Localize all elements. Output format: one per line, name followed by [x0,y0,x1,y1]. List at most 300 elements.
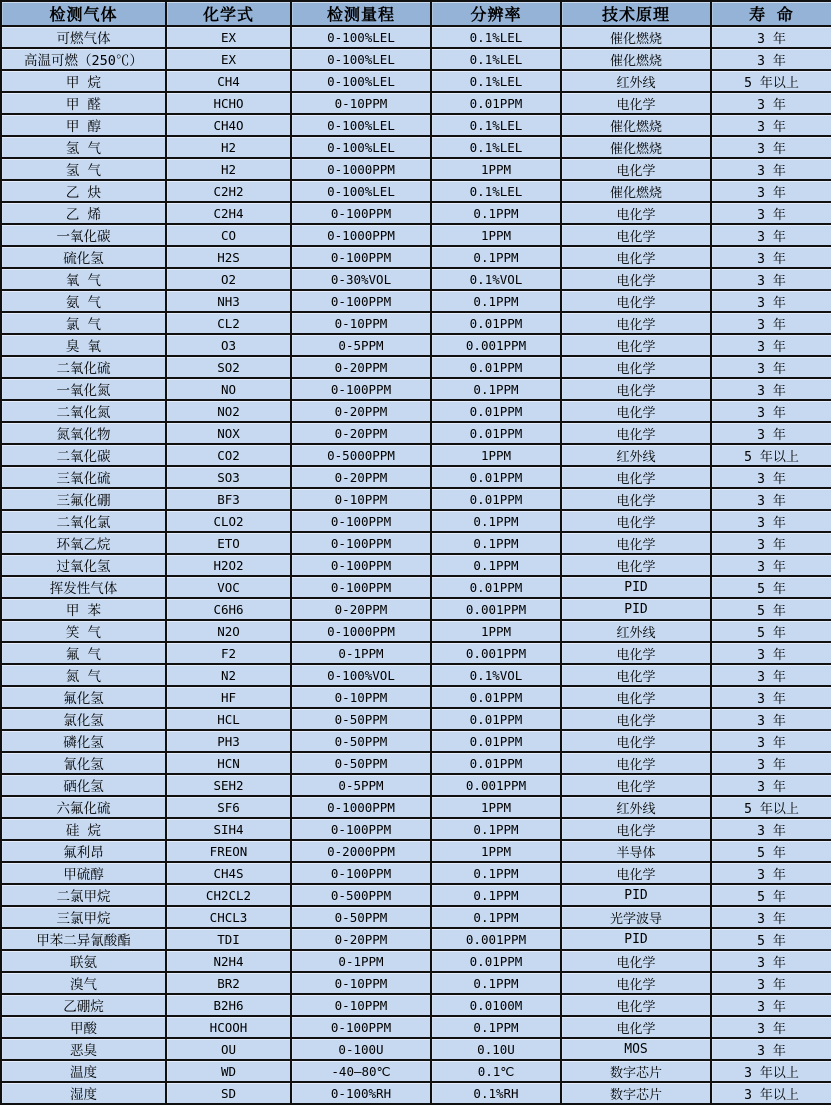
cell-resolution: 0.01PPM [431,488,561,510]
cell-chemical-formula: H2 [166,136,291,158]
cell-lifespan: 3 年 [711,752,831,774]
cell-gas-name: 氟 气 [1,642,166,664]
cell-lifespan: 3 年 [711,950,831,972]
cell-technology: 电化学 [561,466,711,488]
cell-gas-name: 氮 气 [1,664,166,686]
cell-chemical-formula: EX [166,26,291,48]
cell-detection-range: 0-10PPM [291,972,431,994]
cell-gas-name: 氨 气 [1,290,166,312]
cell-technology: MOS [561,1038,711,1060]
cell-detection-range: 0-100%LEL [291,114,431,136]
cell-detection-range: 0-500PPM [291,884,431,906]
cell-resolution: 0.1PPM [431,290,561,312]
cell-technology: 电化学 [561,532,711,554]
cell-chemical-formula: VOC [166,576,291,598]
cell-gas-name: 过氧化氢 [1,554,166,576]
cell-resolution: 0.01PPM [431,356,561,378]
column-header-technology: 技术原理 [561,1,711,26]
cell-technology: 电化学 [561,92,711,114]
cell-resolution: 0.1PPM [431,906,561,928]
cell-lifespan: 3 年 [711,1016,831,1038]
cell-gas-name: 二氧化氮 [1,400,166,422]
cell-resolution: 0.1PPM [431,532,561,554]
cell-gas-name: 恶臭 [1,1038,166,1060]
cell-gas-name: 氟利昂 [1,840,166,862]
cell-lifespan: 3 年 [711,994,831,1016]
cell-resolution: 0.1PPM [431,378,561,400]
table-row [1,796,831,818]
cell-technology: 催化燃烧 [561,26,711,48]
cell-chemical-formula: NH3 [166,290,291,312]
cell-gas-name: 乙 烯 [1,202,166,224]
cell-detection-range: 0-20PPM [291,422,431,444]
cell-technology: 红外线 [561,796,711,818]
cell-lifespan: 3 年 [711,1038,831,1060]
cell-detection-range: 0-2000PPM [291,840,431,862]
cell-lifespan: 5 年 [711,884,831,906]
cell-resolution: 1PPM [431,444,561,466]
table-row [1,48,831,70]
cell-gas-name: 三氯甲烷 [1,906,166,928]
cell-technology: 催化燃烧 [561,136,711,158]
cell-technology: 电化学 [561,1016,711,1038]
cell-detection-range: 0-1000PPM [291,796,431,818]
cell-gas-name: 硅 烷 [1,818,166,840]
cell-lifespan: 3 年 [711,356,831,378]
cell-chemical-formula: N2O [166,620,291,642]
cell-resolution: 0.1PPM [431,554,561,576]
table-body [1,26,831,1104]
cell-lifespan: 3 年 [711,532,831,554]
cell-lifespan: 5 年以上 [711,796,831,818]
cell-detection-range: 0-5PPM [291,774,431,796]
cell-gas-name: 二氧化硫 [1,356,166,378]
cell-chemical-formula: CL2 [166,312,291,334]
cell-lifespan: 3 年 [711,774,831,796]
cell-resolution: 0.01PPM [431,576,561,598]
cell-technology: 电化学 [561,642,711,664]
cell-technology: 红外线 [561,444,711,466]
column-header-chemical-formula: 化学式 [166,1,291,26]
cell-detection-range: 0-100PPM [291,378,431,400]
cell-detection-range: 0-100PPM [291,818,431,840]
cell-detection-range: 0-10PPM [291,994,431,1016]
table-row [1,598,831,620]
cell-technology: 电化学 [561,268,711,290]
cell-chemical-formula: F2 [166,642,291,664]
cell-lifespan: 3 年 [711,422,831,444]
cell-detection-range: 0-20PPM [291,466,431,488]
cell-gas-name: 甲 醛 [1,92,166,114]
cell-resolution: 0.1%LEL [431,70,561,92]
cell-chemical-formula: TDI [166,928,291,950]
cell-chemical-formula: CHCL3 [166,906,291,928]
cell-chemical-formula: N2 [166,664,291,686]
cell-resolution: 0.1PPM [431,818,561,840]
cell-chemical-formula: NO2 [166,400,291,422]
cell-lifespan: 3 年 [711,400,831,422]
cell-chemical-formula: N2H4 [166,950,291,972]
cell-technology: 电化学 [561,202,711,224]
cell-gas-name: 氧 气 [1,268,166,290]
cell-detection-range: 0-50PPM [291,906,431,928]
table-row [1,642,831,664]
cell-technology: 光学波导 [561,906,711,928]
table-header [1,1,831,26]
cell-lifespan: 3 年 [711,708,831,730]
table-row [1,994,831,1016]
cell-detection-range: 0-5000PPM [291,444,431,466]
cell-resolution: 0.0100M [431,994,561,1016]
cell-resolution: 0.01PPM [431,422,561,444]
cell-technology: 数字芯片 [561,1060,711,1082]
cell-resolution: 0.1PPM [431,246,561,268]
cell-chemical-formula: CO2 [166,444,291,466]
cell-resolution: 1PPM [431,796,561,818]
cell-technology: PID [561,928,711,950]
cell-detection-range: 0-30%VOL [291,268,431,290]
cell-lifespan: 3 年以上 [711,1082,831,1104]
table-row [1,26,831,48]
cell-lifespan: 5 年 [711,840,831,862]
cell-gas-name: 氯 气 [1,312,166,334]
cell-technology: PID [561,576,711,598]
cell-gas-name: 氟化氢 [1,686,166,708]
cell-detection-range: 0-100%VOL [291,664,431,686]
cell-gas-name: 氯化氢 [1,708,166,730]
table-row [1,840,831,862]
cell-resolution: 0.1℃ [431,1060,561,1082]
cell-detection-range: 0-100PPM [291,246,431,268]
cell-gas-name: 温度 [1,1060,166,1082]
cell-detection-range: 0-1000PPM [291,620,431,642]
table-row [1,312,831,334]
cell-gas-name: 氮氧化物 [1,422,166,444]
cell-technology: PID [561,598,711,620]
cell-gas-name: 氢 气 [1,136,166,158]
cell-technology: 电化学 [561,400,711,422]
cell-chemical-formula: SO3 [166,466,291,488]
cell-resolution: 0.1%LEL [431,136,561,158]
cell-lifespan: 3 年 [711,202,831,224]
cell-detection-range: 0-100PPM [291,1016,431,1038]
cell-chemical-formula: HCHO [166,92,291,114]
cell-chemical-formula: HCOOH [166,1016,291,1038]
cell-gas-name: 臭 氧 [1,334,166,356]
cell-chemical-formula: CH2CL2 [166,884,291,906]
cell-chemical-formula: SIH4 [166,818,291,840]
cell-detection-range: 0-20PPM [291,928,431,950]
table-row [1,422,831,444]
cell-chemical-formula: OU [166,1038,291,1060]
cell-gas-name: 甲 醇 [1,114,166,136]
cell-lifespan: 3 年 [711,488,831,510]
cell-detection-range: 0-5PPM [291,334,431,356]
cell-detection-range: 0-100PPM [291,576,431,598]
cell-gas-name: 高温可燃（250℃） [1,48,166,70]
cell-chemical-formula: CLO2 [166,510,291,532]
cell-chemical-formula: HCN [166,752,291,774]
column-header-resolution: 分辨率 [431,1,561,26]
cell-technology: 电化学 [561,994,711,1016]
cell-gas-name: 联氨 [1,950,166,972]
cell-resolution: 0.1%LEL [431,114,561,136]
cell-chemical-formula: CO [166,224,291,246]
cell-detection-range: 0-100PPM [291,862,431,884]
cell-lifespan: 5 年 [711,928,831,950]
cell-resolution: 0.1PPM [431,510,561,532]
cell-gas-name: 一氧化氮 [1,378,166,400]
cell-chemical-formula: C2H2 [166,180,291,202]
table-row [1,334,831,356]
cell-detection-range: 0-100PPM [291,290,431,312]
cell-resolution: 0.01PPM [431,730,561,752]
cell-gas-name: 氢 气 [1,158,166,180]
cell-chemical-formula: CH4S [166,862,291,884]
cell-lifespan: 3 年以上 [711,1060,831,1082]
cell-technology: 电化学 [561,488,711,510]
table-row [1,378,831,400]
table-row [1,950,831,972]
cell-lifespan: 3 年 [711,334,831,356]
cell-resolution: 0.1%VOL [431,268,561,290]
cell-gas-name: 环氧乙烷 [1,532,166,554]
cell-technology: 电化学 [561,246,711,268]
cell-lifespan: 3 年 [711,48,831,70]
cell-technology: 电化学 [561,356,711,378]
table-row [1,554,831,576]
cell-lifespan: 5 年以上 [711,444,831,466]
cell-lifespan: 3 年 [711,114,831,136]
cell-lifespan: 3 年 [711,972,831,994]
cell-resolution: 0.01PPM [431,752,561,774]
column-header-lifespan: 寿 命 [711,1,831,26]
cell-resolution: 0.001PPM [431,334,561,356]
cell-technology: 电化学 [561,686,711,708]
cell-technology: 电化学 [561,312,711,334]
cell-lifespan: 3 年 [711,664,831,686]
cell-technology: 电化学 [561,774,711,796]
cell-detection-range: 0-50PPM [291,752,431,774]
table-row [1,268,831,290]
cell-resolution: 0.1%LEL [431,180,561,202]
cell-detection-range: 0-100PPM [291,532,431,554]
table-row [1,180,831,202]
table-row [1,972,831,994]
cell-gas-name: 乙 炔 [1,180,166,202]
table-row [1,576,831,598]
cell-detection-range: 0-100PPM [291,510,431,532]
cell-gas-name: 挥发性气体 [1,576,166,598]
table-row [1,70,831,92]
cell-chemical-formula: SD [166,1082,291,1104]
header-row [1,1,831,26]
cell-chemical-formula: C6H6 [166,598,291,620]
table-row [1,400,831,422]
cell-gas-name: 硒化氢 [1,774,166,796]
cell-resolution: 0.001PPM [431,642,561,664]
cell-technology: 电化学 [561,290,711,312]
cell-gas-name: 三氧化硫 [1,466,166,488]
cell-lifespan: 3 年 [711,554,831,576]
cell-chemical-formula: BF3 [166,488,291,510]
table-row [1,1060,831,1082]
table-row [1,488,831,510]
cell-chemical-formula: SF6 [166,796,291,818]
cell-lifespan: 3 年 [711,246,831,268]
cell-resolution: 0.1PPM [431,1016,561,1038]
cell-resolution: 0.1PPM [431,884,561,906]
cell-detection-range: 0-100%LEL [291,48,431,70]
table-row [1,752,831,774]
cell-technology: 电化学 [561,818,711,840]
cell-lifespan: 3 年 [711,642,831,664]
cell-chemical-formula: B2H6 [166,994,291,1016]
table-row [1,532,831,554]
cell-resolution: 1PPM [431,224,561,246]
cell-detection-range: 0-100%LEL [291,70,431,92]
cell-technology: 催化燃烧 [561,48,711,70]
cell-lifespan: 3 年 [711,862,831,884]
table-row [1,884,831,906]
cell-technology: 电化学 [561,730,711,752]
cell-resolution: 0.01PPM [431,950,561,972]
cell-technology: 电化学 [561,422,711,444]
cell-technology: 电化学 [561,224,711,246]
cell-gas-name: 甲苯二异氰酸酯 [1,928,166,950]
cell-chemical-formula: BR2 [166,972,291,994]
cell-lifespan: 3 年 [711,290,831,312]
cell-gas-name: 可燃气体 [1,26,166,48]
cell-detection-range: 0-20PPM [291,598,431,620]
cell-resolution: 0.01PPM [431,312,561,334]
cell-lifespan: 3 年 [711,312,831,334]
cell-resolution: 0.01PPM [431,92,561,114]
cell-gas-name: 笑 气 [1,620,166,642]
cell-gas-name: 甲硫醇 [1,862,166,884]
cell-detection-range: 0-10PPM [291,92,431,114]
table-row [1,356,831,378]
cell-chemical-formula: H2S [166,246,291,268]
cell-lifespan: 3 年 [711,158,831,180]
cell-resolution: 0.1%LEL [431,26,561,48]
table-row [1,620,831,642]
cell-gas-name: 甲 苯 [1,598,166,620]
cell-resolution: 0.01PPM [431,708,561,730]
cell-detection-range: 0-1000PPM [291,224,431,246]
cell-technology: 电化学 [561,950,711,972]
cell-lifespan: 3 年 [711,268,831,290]
cell-resolution: 0.01PPM [431,466,561,488]
cell-detection-range: 0-100PPM [291,202,431,224]
cell-technology: 催化燃烧 [561,180,711,202]
cell-detection-range: 0-10PPM [291,312,431,334]
cell-detection-range: 0-100%LEL [291,180,431,202]
cell-gas-name: 六氟化硫 [1,796,166,818]
table-row [1,202,831,224]
cell-gas-name: 氰化氢 [1,752,166,774]
cell-chemical-formula: ETO [166,532,291,554]
cell-detection-range: 0-20PPM [291,356,431,378]
cell-lifespan: 5 年 [711,620,831,642]
table-row [1,708,831,730]
cell-resolution: 1PPM [431,158,561,180]
cell-detection-range: 0-100%LEL [291,136,431,158]
cell-chemical-formula: H2O2 [166,554,291,576]
cell-technology: 电化学 [561,862,711,884]
cell-lifespan: 3 年 [711,92,831,114]
table-row [1,686,831,708]
cell-chemical-formula: WD [166,1060,291,1082]
cell-technology: 电化学 [561,972,711,994]
cell-lifespan: 3 年 [711,26,831,48]
cell-chemical-formula: NO [166,378,291,400]
cell-chemical-formula: CH4 [166,70,291,92]
cell-technology: 电化学 [561,664,711,686]
cell-resolution: 1PPM [431,840,561,862]
cell-technology: 数字芯片 [561,1082,711,1104]
cell-detection-range: 0-20PPM [291,400,431,422]
cell-resolution: 0.10U [431,1038,561,1060]
cell-technology: 催化燃烧 [561,114,711,136]
cell-lifespan: 5 年以上 [711,70,831,92]
cell-lifespan: 5 年 [711,576,831,598]
cell-detection-range: 0-1000PPM [291,158,431,180]
cell-technology: 电化学 [561,158,711,180]
cell-chemical-formula: EX [166,48,291,70]
cell-lifespan: 3 年 [711,180,831,202]
cell-gas-name: 甲酸 [1,1016,166,1038]
cell-lifespan: 3 年 [711,378,831,400]
cell-chemical-formula: SO2 [166,356,291,378]
table-row [1,224,831,246]
cell-resolution: 1PPM [431,620,561,642]
cell-gas-name: 溴气 [1,972,166,994]
cell-resolution: 0.001PPM [431,774,561,796]
table-row [1,246,831,268]
cell-gas-name: 三氟化硼 [1,488,166,510]
cell-resolution: 0.001PPM [431,928,561,950]
table-row [1,92,831,114]
table-row [1,444,831,466]
cell-resolution: 0.01PPM [431,686,561,708]
table-row [1,730,831,752]
cell-gas-name: 甲 烷 [1,70,166,92]
cell-gas-name: 湿度 [1,1082,166,1104]
cell-detection-range: 0-50PPM [291,730,431,752]
cell-resolution: 0.1PPM [431,862,561,884]
cell-gas-name: 磷化氢 [1,730,166,752]
cell-resolution: 0.1PPM [431,972,561,994]
cell-resolution: 0.1%RH [431,1082,561,1104]
cell-detection-range: -40—80℃ [291,1060,431,1082]
column-header-gas-name: 检测气体 [1,1,166,26]
cell-technology: 电化学 [561,708,711,730]
table-row [1,1038,831,1060]
cell-technology: 电化学 [561,378,711,400]
table-row [1,818,831,840]
cell-resolution: 0.1%VOL [431,664,561,686]
cell-detection-range: 0-50PPM [291,708,431,730]
cell-chemical-formula: CH4O [166,114,291,136]
cell-technology: 半导体 [561,840,711,862]
table-row [1,158,831,180]
table-row [1,664,831,686]
cell-lifespan: 3 年 [711,466,831,488]
cell-chemical-formula: O3 [166,334,291,356]
cell-technology: PID [561,884,711,906]
table-row [1,1082,831,1104]
